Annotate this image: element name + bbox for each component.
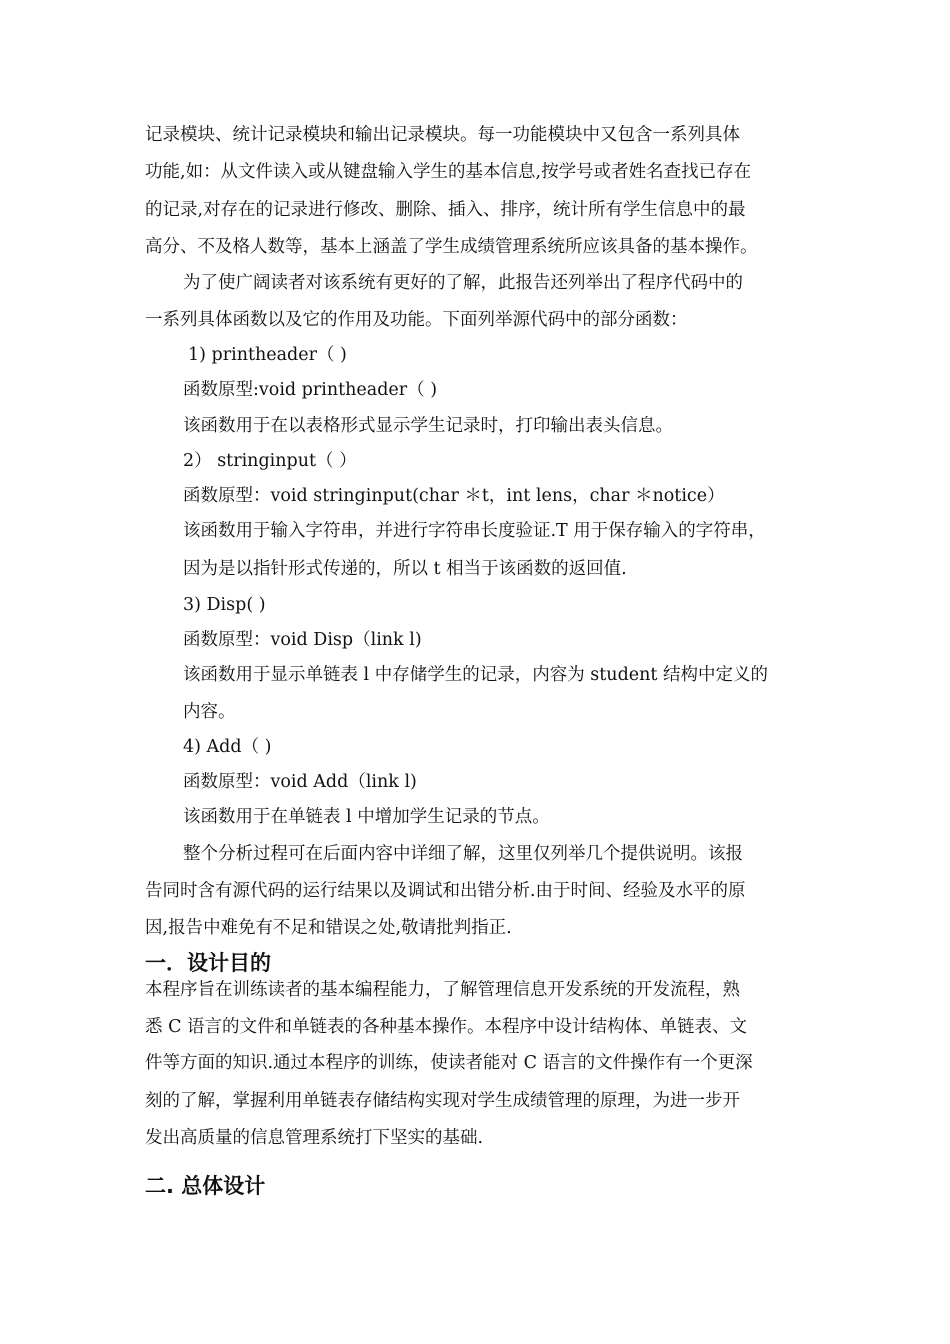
closing-line: 因,报告中难免有不足和错误之处,敬请批判指正. [145,918,512,938]
function-title: 2） stringinput（ ） [183,451,357,471]
section-body-line: 件等方面的知识.通过本程序的训练，使读者能对 C 语言的文件操作有一个更深 [145,1053,753,1073]
section-body-line: 本程序旨在训练读者的基本编程能力，了解管理信息开发系统的开发流程，熟 [145,980,740,1000]
function-prototype: 函数原型：void Add（link l) [183,772,417,792]
intro-line: 一系列具体函数以及它的作用及功能。下面列举源代码中的部分函数： [145,310,688,330]
function-title: 4) Add（ ) [183,737,272,757]
closing-line: 整个分析过程可在后面内容中详细了解，这里仅列举几个提供说明。该报 [183,844,743,864]
function-description: 该函数用于显示单链表 l 中存储学生的记录，内容为 student 结构中定义的 [183,665,768,685]
function-prototype: 函数原型：void Disp（link l) [183,630,422,650]
intro-line: 的记录,对存在的记录进行修改、删除、插入、排序，统计所有学生信息中的最 [145,200,746,220]
function-description: 该函数用于在以表格形式显示学生记录时，打印输出表头信息。 [183,416,673,436]
section-heading-overall-design: 二. 总体设计 [145,1174,266,1198]
intro-line: 为了使广阔读者对该系统有更好的了解，此报告还列举出了程序代码中的 [183,273,743,293]
intro-line: 高分、不及格人数等，基本上涵盖了学生成绩管理系统所应该具备的基本操作。 [145,237,758,257]
section-body-line: 刻的了解，掌握利用单链表存储结构实现对学生成绩管理的原理，为进一步开 [145,1091,740,1111]
closing-line: 告同时含有源代码的运行结果以及调试和出错分析.由于时间、经验及水平的原 [145,881,746,901]
function-description: 内容。 [183,702,236,722]
function-title: 1) printheader（ ) [188,345,347,365]
section-body-line: 发出高质量的信息管理系统打下坚实的基础. [145,1128,484,1148]
function-description: 因为是以指针形式传递的，所以 t 相当于该函数的返回值. [183,559,627,579]
function-prototype: 函数原型：void stringinput(char ＊t，int lens，char ＊notice） [183,486,725,506]
function-prototype: 函数原型:void printheader（ ) [183,380,438,400]
intro-line: 功能,如：从文件读入或从键盘输入学生的基本信息,按学号或者姓名查找已存在 [145,162,752,182]
function-title: 3) Disp( ) [183,595,266,615]
section-heading-design-purpose: 一．设计目的 [145,951,271,975]
function-description: 该函数用于在单链表 l 中增加学生记录的节点。 [183,807,550,827]
function-description: 该函数用于输入字符串，并进行字符串长度验证.T 用于保存输入的字符串， [183,521,766,541]
intro-line: 记录模块、统计记录模块和输出记录模块。每一功能模块中又包含一系列具体 [145,125,740,145]
section-body-line: 悉 C 语言的文件和单链表的各种基本操作。本程序中设计结构体、单链表、文 [145,1017,748,1037]
